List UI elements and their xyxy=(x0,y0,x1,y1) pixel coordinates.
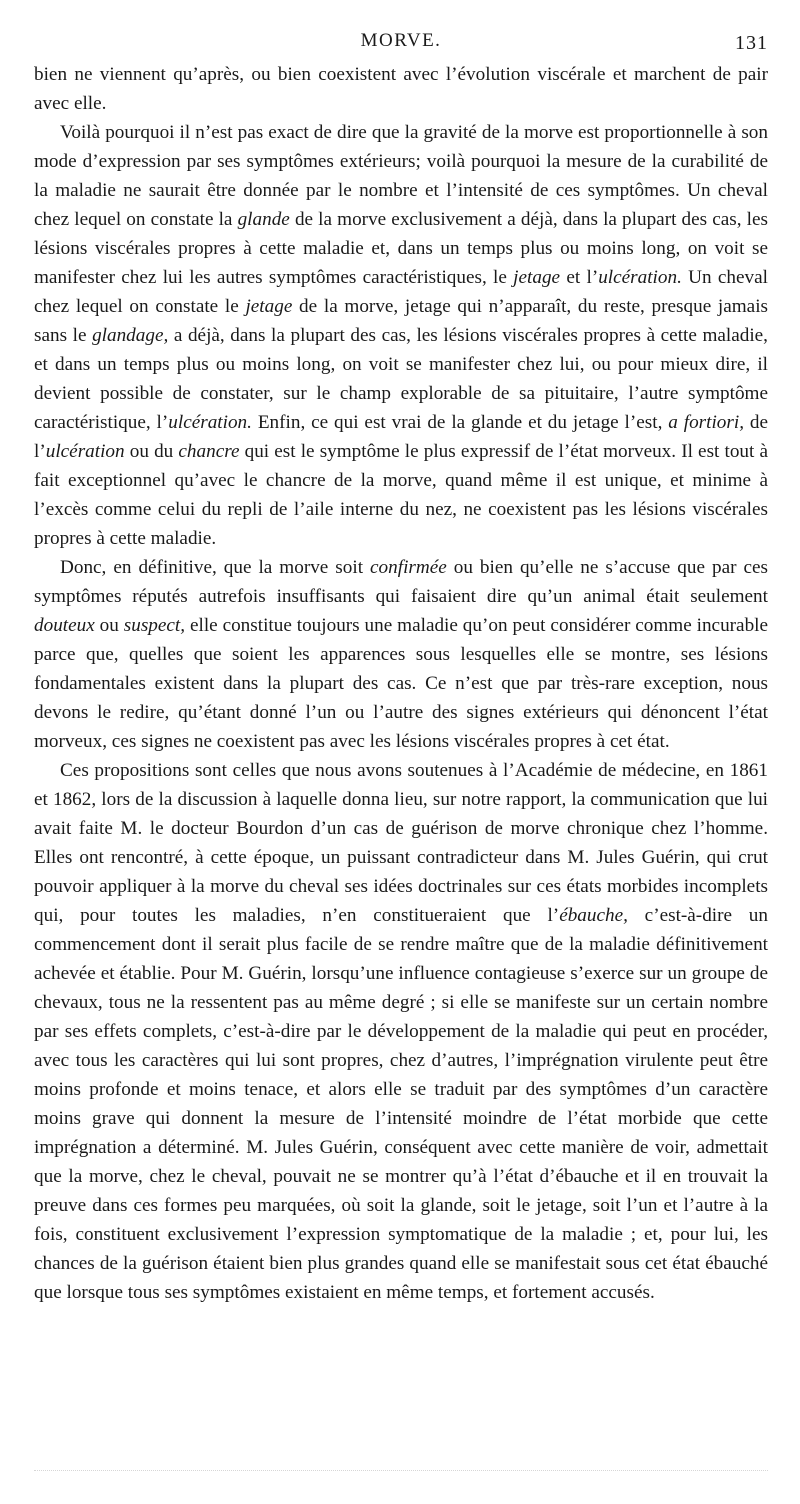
italic-term: chancre xyxy=(178,441,240,462)
text-run: Donc, en définitive, que la morve soit xyxy=(60,557,371,578)
paragraph xyxy=(34,756,768,1307)
text-run: c’est-à-dire un commencement dont il serait plus facile de se rendre maître que de la maladie définitivement achevée et établie. Pour M. Guérin, lorsqu’une influence contagieuse s’exerce sur un groupe de chevaux, tous ne la ressentent pas au même degré ; si elle se manifeste sur un certain nombre par ses effets complets, c’est-à-dire par le développement de la maladie qui peut en procéder, avec tous les caractères qui lui sont propres, chez d’autres, l’imprégnation virulente peut être moins profonde et moins tenace, et alors elle se traduit par des symptômes d’un caractère moins grave qui donnent la mesure de l’intensité moindre de l’état morbide que cette imprégnation a déterminé. M. Jules Guérin, conséquent avec cette manière de voir, admettait que la morve, chez le cheval, pouvait ne se montrer qu’à l’état d’ébauche et il en trouvait la preuve dans ces formes peu marquées, où soit la glande, soit le jetage, soit l’un et l’autre à la fois, constituent exclusivement l’expression symptomatique de la maladie ; et, pour lui, les chances de la guérison étaient bien plus grandes quand elle se manifestait sous cet état ébauché que lorsque tous ses symptômes existaient en même temps, et fortement accusés. xyxy=(34,905,768,1303)
page-number: 131 xyxy=(735,32,768,54)
paragraph xyxy=(34,553,768,756)
italic-term: ébauche, xyxy=(559,905,628,926)
italic-term: glande xyxy=(237,209,290,230)
scan-bottom-edge xyxy=(34,1470,768,1473)
book-page xyxy=(34,30,768,1307)
italic-term: confirmée xyxy=(370,557,447,578)
running-head xyxy=(34,30,768,60)
italic-term: jetage xyxy=(245,296,293,317)
text-run: ou xyxy=(94,615,124,636)
text-run: Un cheval chez lequel on constate le xyxy=(34,267,768,317)
italic-term: ulcération. xyxy=(168,412,252,433)
italic-term: jetage xyxy=(513,267,561,288)
text-run: elle constitue toujours une maladie qu’on peut considérer comme incurable parce que, quelles que soient les apparences sous lesquelles elle se montre, ses lésions fondamentales existent dans la plupart des cas. Ce n’est que par très-rare exception, nous devons le redire, qu’étant donné l’un ou l’autre des signes extérieurs qui dénoncent l’état morveux, ces signes ne coexistent pas avec les lésions viscérales propres à cet état. xyxy=(34,615,769,752)
text-run: Enfin, ce qui est vrai de la glande et du jetage l’est, xyxy=(251,412,669,433)
text-run: de la morve exclusivement a déjà, dans la plupart des cas, les lésions viscérales propres à cette maladie et, dans un temps plus ou moins long, on voit se manifester chez lui les autres symptômes caractéristiques, le xyxy=(34,209,768,288)
text-run: de l’ xyxy=(34,412,768,462)
text-run: bien ne viennent qu’après, ou bien coexistent avec l’évolution viscérale et marchent de pair avec elle. xyxy=(34,64,768,114)
text-run: Voilà pourquoi il n’est pas exact de dire que la gravité de la morve est proportionnelle à son mode d’expression par ses symptômes extérieurs; voilà pourquoi la mesure de la curabilité de la maladie ne saurait être donnée par le nombre et l’intensité de ces symptômes. Un cheval chez lequel on constate la xyxy=(34,122,768,230)
italic-term: suspect, xyxy=(123,615,186,636)
italic-term: glandage, xyxy=(92,325,169,346)
text-run: de la morve, jetage qui n’apparaît, du reste, presque jamais sans le xyxy=(34,296,768,346)
text-run: et l’ xyxy=(560,267,599,288)
italic-term: ulcération xyxy=(45,441,125,462)
running-title: MORVE. xyxy=(360,30,442,51)
italic-term: ulcération. xyxy=(598,267,682,288)
paragraph xyxy=(34,60,768,118)
text-run: Ces propositions sont celles que nous avons soutenues à l’Académie de médecine, en 1861 et 1862, lors de la discussion à laquelle donna lieu, sur notre rapport, la communication que lui avait faite M. le docteur Bourdon d’un cas de guérison de morve chronique chez l’homme. Elles ont rencontré, à cette époque, un puissant contradicteur dans M. Jules Guérin, qui crut pouvoir appliquer à la morve du cheval ses idées doctrinales sur ces états morbides incomplets qui, pour toutes les maladies, n’en constitueraient que l’ xyxy=(34,760,768,926)
italic-term: douteux xyxy=(34,615,95,636)
text-run: ou du xyxy=(124,441,179,462)
text-run: a déjà, dans la plupart des cas, les lésions viscérales propres à cette maladie, et dans un temps plus ou moins long, on voit se manifester chez lui, ou pour mieux dire, il devient possible de constater, sur le champ explorable de sa pituitaire, l’autre symptôme caractéristique, l’ xyxy=(34,325,768,433)
text-run: ou bien qu’elle ne s’accuse que par ces symptômes réputés autrefois insuffisants qui faisaient dire qu’un animal était seulement xyxy=(34,557,768,607)
body-text xyxy=(34,60,768,1307)
text-run: qui est le symptôme le plus expressif de l’état morveux. Il est tout à fait exceptionnel qu’avec le chancre de la morve, quand même il est unique, et minime à l’excès comme celui du repli de l’aile interne du nez, ne coexistent pas les lésions viscérales propres à cette maladie. xyxy=(34,441,768,549)
paragraph xyxy=(34,118,768,553)
italic-term: a fortiori, xyxy=(668,412,744,433)
